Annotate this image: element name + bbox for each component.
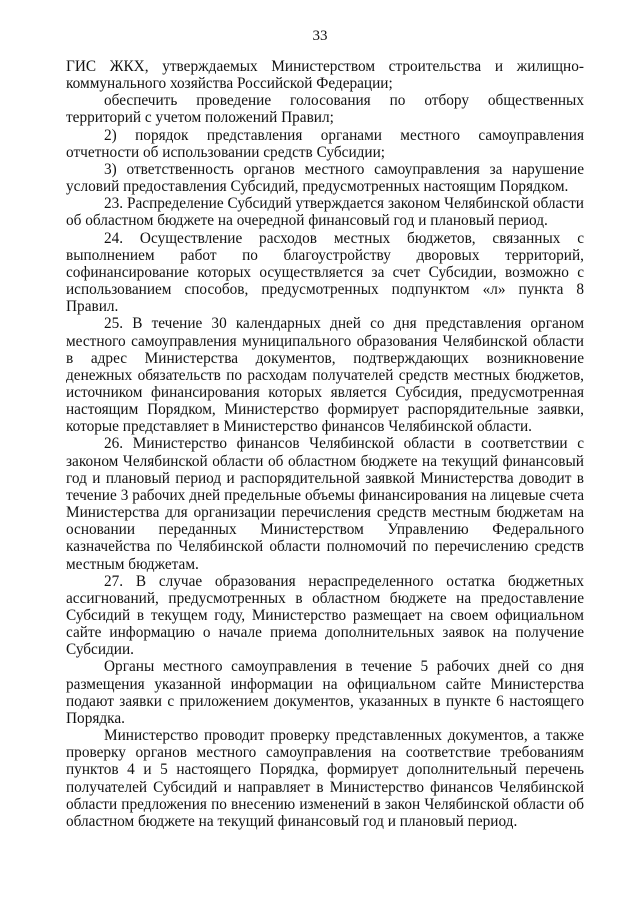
paragraph-25: 25. В течение 30 календарных дней со дня представления органом местного самоуправления муниципального образования Челябинской области в адрес Министерства документов, подтверждающих возникновение денежных обязательств по расходам получателей средств местных бюджетов, источником финансирования которых является Субсидия, предусмотренная настоящим Порядком, Министерство формирует распорядительные заявки, которые представляет в Министерство финансов Челябинской области.: [66, 315, 584, 436]
paragraph-27: 27. В случае образования нераспределенного остатка бюджетных ассигнований, предусмотренных в областном бюджете на предоставление Субсидий в текущем году, Министерство размещает на своем официальном сайте информацию о начале приема дополнительных заявок на получение Субсидии.: [66, 572, 584, 659]
paragraph-26: 26. Министерство финансов Челябинской области в соответствии с законом Челябинской области об областном бюджете на текущий финансовый год и плановый период и распорядительной заявкой Министерства доводит в течение 3 рабочих дней предельные объемы финансирования на лицевые счета Министерства для организации перечисления средств местным бюджетам на основании переданных Министерством Управлению Федерального казначейства по Челябинской области полномочий по перечислению средств местным бюджетам.: [66, 435, 584, 573]
paragraph-applications: Органы местного самоуправления в течение 5 рабочих дней со дня размещения указанной информации на официальном сайте Министерства подают заявки с приложением документов, указанных в пункте 6 настоящего Порядка.: [66, 658, 584, 727]
document-body: [66, 58, 584, 830]
paragraph-verification: Министерство проводит проверку представленных документов, а также проверку органов местного самоуправления на соответствие требованиям пунктов 4 и 5 настоящего Порядка, формирует дополнительный перечень получателей Субсидий и направляет в Министерство финансов Челябинской области предложения по внесению изменений в закон Челябинской области об областном бюджете на текущий финансовый год и плановый период.: [66, 727, 584, 830]
page-number: 33: [312, 28, 328, 44]
paragraph-item-2: 2) порядок представления органами местного самоуправления отчетности об использовании средств Субсидии;: [66, 126, 584, 161]
paragraph-item-3: 3) ответственность органов местного самоуправления за нарушение условий предоставления Субсидий, предусмотренных настоящим Порядком.: [66, 160, 584, 196]
paragraph-continuation: ГИС ЖКХ, утверждаемых Министерством строительства и жилищно-коммунального хозяйства Российской Федерации;: [66, 58, 584, 93]
paragraph-24: 24. Осуществление расходов местных бюджетов, связанных с выполнением работ по благоустройству дворовых территорий, софинансирование которых осуществляется за счет Субсидии, возможно с использованием способов, предусмотренных подпунктом «л» пункта 8 Правил.: [66, 229, 584, 316]
paragraph-23: 23. Распределение Субсидий утверждается законом Челябинской области об областном бюджете на очередной финансовый год и плановый период.: [66, 195, 584, 230]
paragraph-voting: обеспечить проведение голосования по отбору общественных территорий с учетом положений Правил;: [66, 92, 584, 127]
